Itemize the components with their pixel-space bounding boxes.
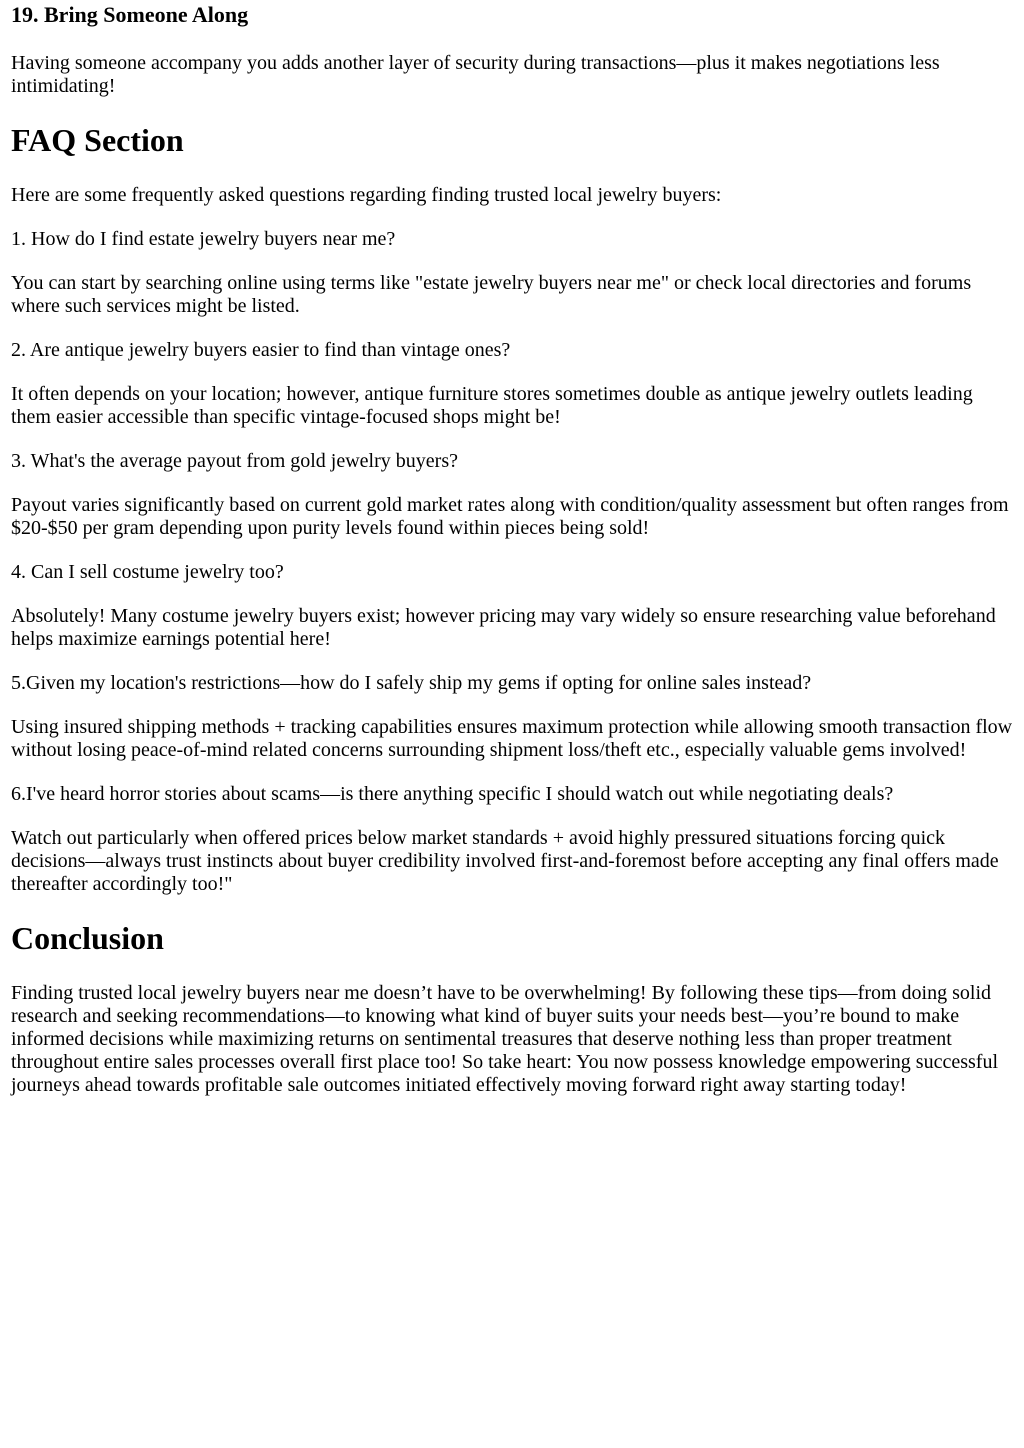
faq-question-5: 5.Given my location's restrictions—how do I safely ship my gems if opting for online sales instead? bbox=[11, 672, 812, 694]
faq-answer-6: Watch out particularly when offered prices below market standards + avoid highly pressured situations forcing quick decisions—always trust instincts about buyer credibility involved first-and-foremost before accepting any final offers made thereafter accordingly too!" bbox=[11, 827, 999, 895]
faq-answer-2: It often depends on your location; however, antique furniture stores sometimes double as antique jewelry outlets leading them easier accessible than specific vintage-focused shops might be! bbox=[11, 383, 973, 428]
section-19-body: Having someone accompany you adds another layer of security during transactions—plus it makes negotiations less intimidating! bbox=[11, 52, 940, 97]
faq-question-1: 1. How do I find estate jewelry buyers near me? bbox=[11, 228, 396, 250]
faq-answer-3: Payout varies significantly based on current gold market rates along with condition/quality assessment but often ranges from $20-$50 per gram depending upon purity levels found within pieces being sold! bbox=[11, 494, 1009, 539]
faq-question-6: 6.I've heard horror stories about scams—is there anything specific I should watch out while negotiating deals? bbox=[11, 783, 894, 805]
faq-heading: FAQ Section bbox=[11, 122, 184, 158]
faq-question-4: 4. Can I sell costume jewelry too? bbox=[11, 561, 284, 583]
faq-question-3: 3. What's the average payout from gold jewelry buyers? bbox=[11, 450, 458, 472]
faq-question-2: 2. Are antique jewelry buyers easier to find than vintage ones? bbox=[11, 339, 511, 361]
conclusion-body: Finding trusted local jewelry buyers near me doesn’t have to be overwhelming! By following these tips—from doing solid research and seeking recommendations—to knowing what kind of buyer suits your needs best—you’re bound to make informed decisions while maximizing returns on sentimental treasures that deserve nothing less than proper treatment throughout entire sales processes overall first place too! So take heart: You now possess knowledge empowering successful journeys ahead towards profitable sale outcomes initiated effectively moving forward right away starting today! bbox=[11, 982, 999, 1096]
section-19-heading: 19. Bring Someone Along bbox=[11, 2, 249, 27]
article-content bbox=[0, 2, 1024, 1097]
faq-answer-5: Using insured shipping methods + tracking capabilities ensures maximum protection while allowing smooth transaction flow without losing peace-of-mind related concerns surrounding shipment loss/theft etc., especially valuable gems involved! bbox=[11, 716, 1013, 761]
faq-intro: Here are some frequently asked questions regarding finding trusted local jewelry buyers: bbox=[11, 184, 722, 206]
conclusion-heading: Conclusion bbox=[11, 920, 164, 956]
faq-answer-4: Absolutely! Many costume jewelry buyers exist; however pricing may vary widely so ensure researching value beforehand helps maximize earnings potential here! bbox=[11, 605, 996, 650]
faq-answer-1: You can start by searching online using terms like "estate jewelry buyers near me" or check local directories and forums where such services might be listed. bbox=[11, 272, 972, 317]
